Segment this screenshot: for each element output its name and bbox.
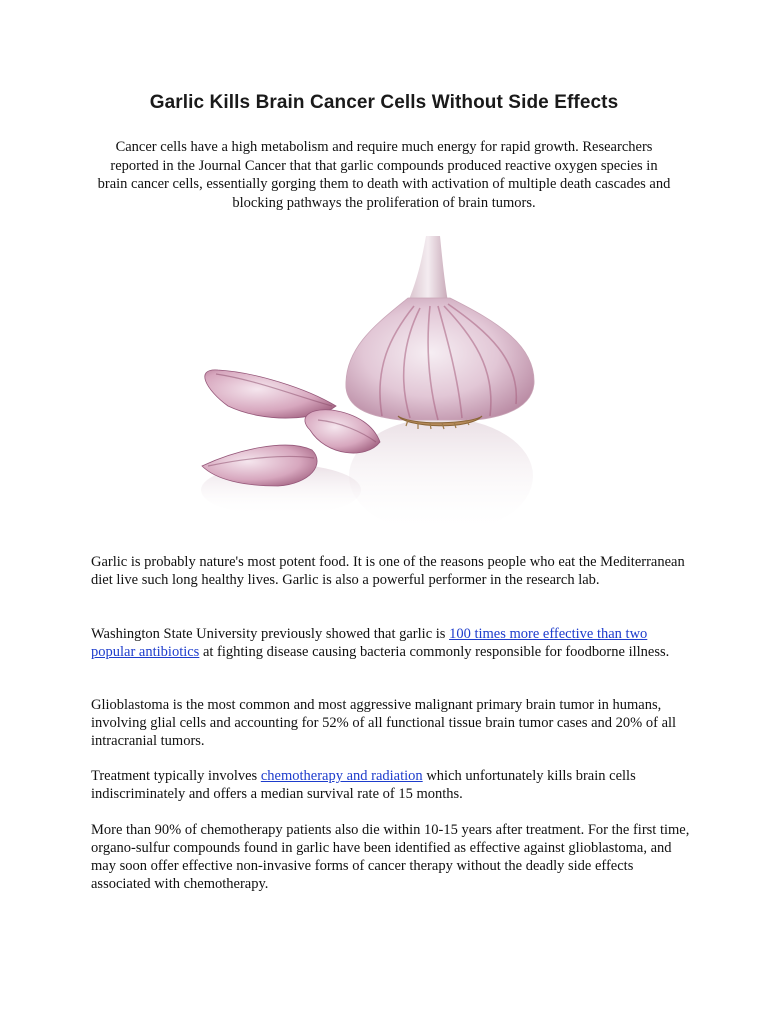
garlic-illustration <box>186 228 586 534</box>
intro-paragraph: Cancer cells have a high metabolism and require much energy for rapid growth. Researchers reported in the Journal Cancer that that garlic compounds produced reactive oxygen species in brain cancer cells, essentially gorging them to death with activation of multiple death cascades and blocking pathways the proliferation of brain tumors. <box>97 139 671 211</box>
paragraph-text: Treatment typically involves <box>91 768 261 784</box>
paragraph-washington-state <box>91 625 691 661</box>
bulb-stem <box>408 236 448 302</box>
garlic-image <box>186 228 586 534</box>
paragraph-chemotherapy-survival: More than 90% of chemotherapy patients also die within 10-15 years after treatment. For the first time, organo-sulfur compounds found in garlic have been identified as effective against glioblastoma, and may soon offer effective non-invasive forms of cancer therapy without the deadly side effects associated with chemotherapy. <box>91 822 690 892</box>
garlic-clove-right <box>305 410 380 453</box>
chemotherapy-link[interactable]: chemotherapy and radiation <box>260 768 423 784</box>
page-title: Garlic Kills Brain Cancer Cells Without Side Effects <box>149 92 619 113</box>
paragraph-text: Washington State University previously showed that garlic is <box>91 626 450 642</box>
antibiotics-link[interactable]: 100 times more effective than two popular antibiotics <box>91 626 648 660</box>
paragraph-text: which unfortunately kills brain cells indiscriminately and offers a median survival rate of 15 months. <box>91 768 636 802</box>
paragraph-text: at fighting disease causing bacteria commonly responsible for foodborne illness. <box>199 644 670 660</box>
paragraph-garlic-potent-food: Garlic is probably nature's most potent food. It is one of the reasons people who eat the Mediterranean diet live such long healthy lives. Garlic is also a powerful performer in the research lab. <box>91 554 685 588</box>
paragraph-glioblastoma: Glioblastoma is the most common and most aggressive malignant primary brain tumor in humans, involving glial cells and accounting for 52% of all functional tissue brain tumor cases and 20% of all intracranial tumors. <box>91 697 677 749</box>
paragraph-treatment <box>91 767 691 803</box>
